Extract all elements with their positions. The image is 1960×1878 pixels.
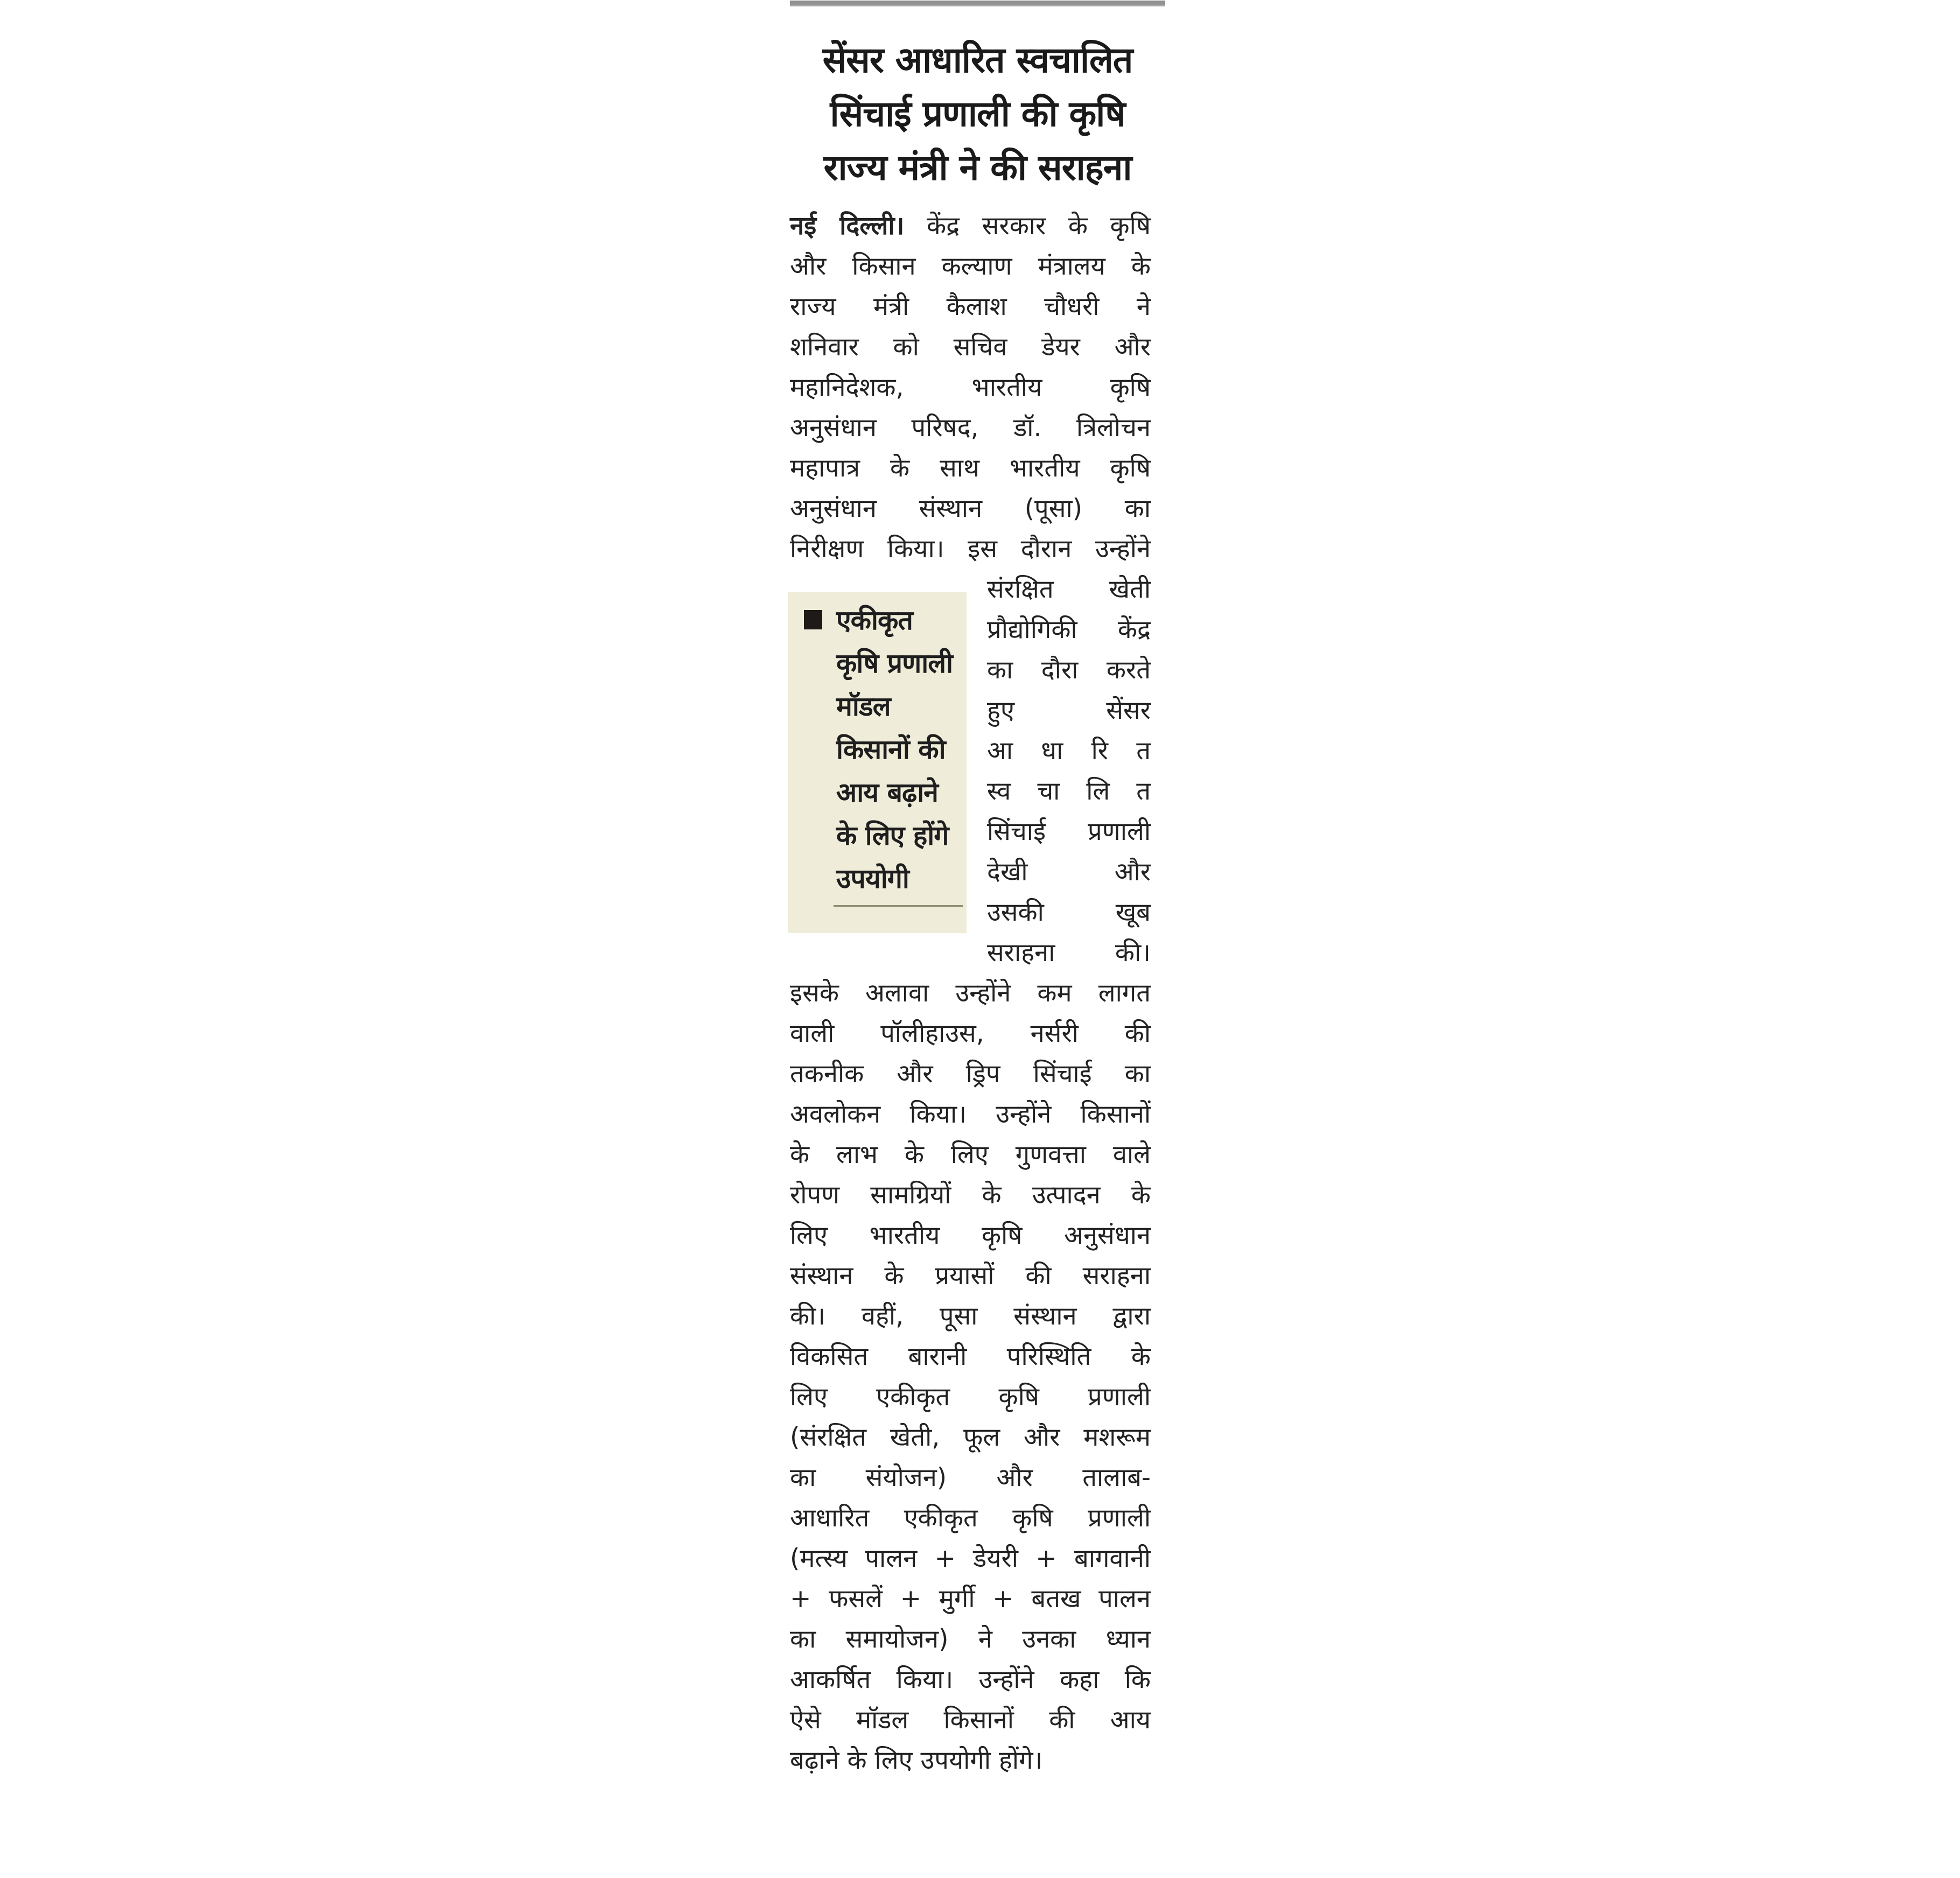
body-line — [987, 771, 1151, 811]
body-line — [987, 811, 1151, 852]
body-line — [987, 650, 1151, 690]
body-line-text: (संरक्षित खेती, फूल और मशरूम — [790, 1422, 1151, 1452]
body-line — [790, 973, 1151, 1013]
body-line-text: वाली पॉलीहाउस, नर्सरी की — [790, 1019, 1151, 1048]
body-line — [790, 1659, 1151, 1700]
body-line-text: महानिदेशक, भारतीय कृषि — [790, 373, 1151, 402]
body-line — [790, 1619, 1151, 1659]
pull-quote-line: मॉडल — [836, 691, 891, 722]
body-line-text: अनुसंधान संस्थान (पूसा) का — [790, 494, 1151, 523]
body-line — [790, 529, 1151, 569]
body-line-text: निरीक्षण किया। इस दौरान उन्होंने — [790, 534, 1151, 564]
body-line — [790, 408, 1151, 448]
body-line — [790, 367, 1151, 408]
body-line-text: महापात्र के साथ भारतीय कृषि — [790, 453, 1151, 483]
body-line-text: शनिवार को सचिव डेयर और — [790, 332, 1151, 362]
body-line — [790, 1296, 1151, 1336]
body-line — [790, 488, 1151, 529]
body-line — [790, 1579, 1151, 1619]
body-line — [790, 448, 1151, 488]
body-line — [790, 286, 1151, 327]
body-line — [790, 1175, 1151, 1215]
body-line-text: तकनीक और ड्रिप सिंचाई का — [790, 1059, 1151, 1089]
pull-quote-rule — [834, 905, 963, 907]
body-line-text: आकर्षित किया। उन्होंने कहा कि — [790, 1665, 1151, 1694]
body-line-text: (मत्स्य पालन + डेयरी + बागवानी — [790, 1544, 1151, 1573]
body-line — [790, 1457, 1151, 1498]
body-line — [790, 1013, 1151, 1054]
body-line-text: की। वहीं, पूसा संस्थान द्वारा — [790, 1301, 1151, 1331]
body-line — [790, 1054, 1151, 1094]
body-line — [790, 1740, 1151, 1781]
body-line — [987, 690, 1151, 731]
body-line — [790, 1336, 1151, 1377]
body-line-text: का संयोजन) और तालाब- — [790, 1463, 1151, 1492]
body-line — [790, 1538, 1151, 1579]
square-bullet-icon — [804, 610, 822, 629]
pull-quote-text — [836, 599, 963, 900]
body-line — [790, 1700, 1151, 1740]
body-line — [987, 852, 1151, 892]
headline-line: सेंसर आधारित स्वचालित — [822, 39, 1133, 81]
body-line-text: विकसित बारानी परिस्थिति के — [790, 1342, 1151, 1371]
body-line — [987, 569, 1151, 609]
body-line — [987, 731, 1151, 771]
body-line — [790, 1498, 1151, 1538]
body-line-text: संरक्षित खेती — [987, 574, 1151, 604]
pull-quote-box — [788, 592, 967, 933]
body-line-text: इसके अलावा उन्होंने कम लागत — [790, 978, 1151, 1008]
body-line-text: राज्य मंत्री कैलाश चौधरी ने — [790, 292, 1151, 321]
body-line-text: प्रौद्योगिकी केंद्र — [987, 615, 1151, 644]
body-line-text: का दौरा करते — [987, 655, 1151, 685]
body-line — [987, 933, 1151, 973]
body-line — [790, 1134, 1151, 1175]
body-line — [790, 1256, 1151, 1296]
body-line — [790, 1215, 1151, 1256]
body-line-text: और किसान कल्याण मंत्रालय के — [790, 251, 1151, 281]
body-line-text: लिए भारतीय कृषि अनुसंधान — [790, 1221, 1151, 1250]
pull-quote-line: एकीकृत — [836, 605, 913, 636]
dateline: नई दिल्ली। — [790, 211, 905, 241]
body-line-text: + फसलें + मुर्गी + बतख पालन — [790, 1584, 1151, 1614]
body-line-text: देखी और — [987, 857, 1151, 887]
body-line — [790, 327, 1151, 367]
body-line-text: का समायोजन) ने उनका ध्यान — [790, 1624, 1151, 1654]
body-line-text: केंद्र सरकार के कृषि — [904, 211, 1151, 241]
body-line-text: अनुसंधान परिषद, डॉ. त्रिलोचन — [790, 413, 1151, 443]
body-line — [987, 609, 1151, 650]
pull-quote-line: कृषि प्रणाली — [836, 648, 953, 679]
body-line-text: ऐसे मॉडल किसानों की आय — [790, 1705, 1151, 1735]
body-line-text: स्व चा लि त — [987, 776, 1151, 806]
headline-line: सिंचाई प्रणाली की कृषि — [830, 93, 1125, 135]
body-line-text: अवलोकन किया। उन्होंने किसानों — [790, 1099, 1151, 1129]
body-line-text: सराहना की। — [987, 938, 1151, 968]
headline-line: राज्य मंत्री ने की सराहना — [823, 147, 1132, 188]
body-line-text: बढ़ाने के लिए उपयोगी होंगे। — [790, 1746, 1043, 1775]
body-line-text: उसकी खूब — [987, 898, 1151, 927]
pull-quote-line: किसानों की — [836, 734, 946, 765]
pull-quote-line: उपयोगी — [836, 863, 909, 894]
body-line-text: संस्थान के प्रयासों की सराहना — [790, 1261, 1151, 1291]
body-line-text: के लाभ के लिए गुणवत्ता वाले — [790, 1140, 1151, 1169]
body-line — [790, 246, 1151, 286]
body-line-text: आ धा रि त — [987, 736, 1151, 766]
body-line — [790, 1377, 1151, 1417]
body-line-text: रोपण सामग्रियों के उत्पादन के — [790, 1180, 1151, 1210]
body-line-text: हुए सेंसर — [987, 696, 1151, 725]
body-line — [987, 892, 1151, 933]
body-line — [790, 1094, 1151, 1134]
body-line — [790, 1417, 1151, 1457]
body-line-text: लिए एकीकृत कृषि प्रणाली — [790, 1382, 1151, 1412]
pull-quote-line: के लिए होंगे — [836, 820, 949, 851]
pull-quote-line: आय बढ़ाने — [836, 777, 938, 808]
body-line-text: सिंचाई प्रणाली — [987, 817, 1151, 846]
body-line-text: आधारित एकीकृत कृषि प्रणाली — [790, 1503, 1151, 1533]
body-line — [790, 206, 1151, 246]
